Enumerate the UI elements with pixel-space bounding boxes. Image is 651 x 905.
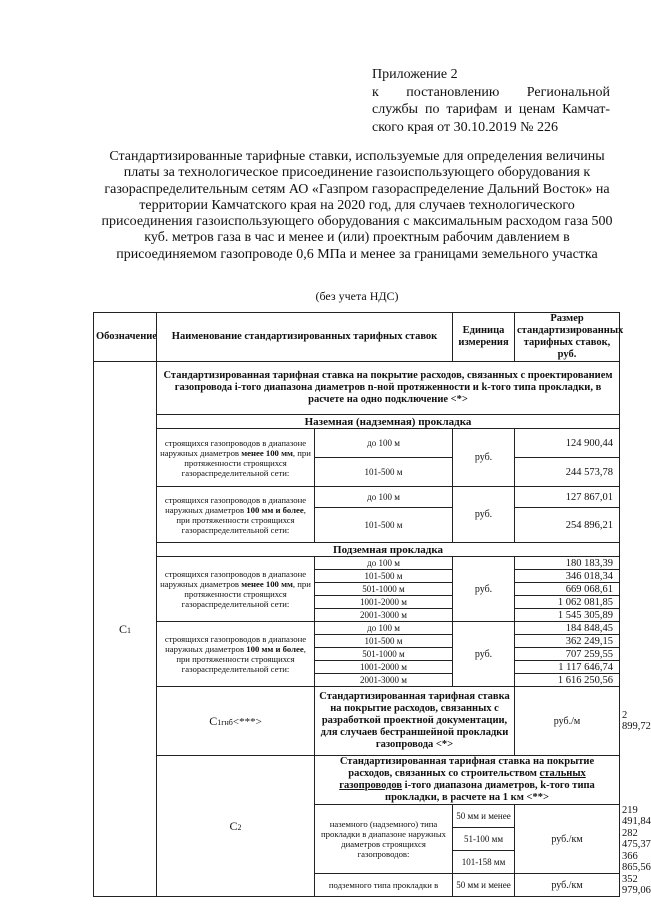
appendix-line-4: ского края от 30.10.2019 № 226 [372, 119, 558, 135]
table-row: подземного типа прокладки в 50 мм и менее руб./км 352 979,06 [94, 874, 620, 897]
range-cell: до 100 м [315, 557, 453, 570]
c1-above-g2-desc: строящихся газопроводов в диапазоне наружных диаметров 100 мм и более, при протяженности строящихся газораспределительной сети: [157, 487, 315, 543]
c2-g2-desc: подземного типа прокладки в [315, 874, 453, 897]
value-cell: 346 018,34 [515, 570, 620, 583]
appendix-note [372, 66, 610, 136]
unit-cell: руб. [453, 487, 515, 543]
c2-title-row [94, 756, 620, 805]
header-unit: Единица измерения [453, 313, 515, 362]
range-cell: 101-500 м [315, 570, 453, 583]
value-cell: 1 545 305,89 [515, 609, 620, 622]
c2-code: C2 [157, 756, 315, 897]
header-code: Обозначение [94, 313, 157, 362]
unit-cell: руб./км [515, 805, 620, 874]
range-cell: 1001-2000 м [315, 661, 453, 674]
value-cell: 180 183,39 [515, 557, 620, 570]
range-cell: 101-500 м [315, 635, 453, 648]
appendix-line-2: к постановлению Региональной [372, 84, 610, 100]
appendix-line-1: Приложение 2 [372, 67, 458, 82]
appendix-line-3: службы по тарифам и ценам Камчат- [372, 102, 610, 117]
table-header-row [94, 313, 620, 362]
value-cell: 124 900,44 [515, 429, 620, 458]
value-cell: 127 867,01 [515, 487, 620, 508]
unit-cell: руб. [453, 557, 515, 622]
c1gnb-title: Стандартизированная тарифная ставка на покрытие расходов, связанных с разработкой проектной документации, для случаев бестраншейной прокладки газопровода <*> [315, 687, 515, 756]
unit-cell: руб. [453, 429, 515, 487]
c1-under-g1-desc: строящихся газопроводов в диапазоне наружных диаметров менее 100 мм, при протяженности строящихся газораспределительной сети: [157, 557, 315, 622]
range-cell: 101-158 мм [453, 851, 515, 874]
document-title: Стандартизированные тарифные ставки, используемые для определения величины платы за технологическое присоединение газоиспользующего оборудования к газораспределительным сетям АО «Газпром газораспределение Дальний Восток» на территории Камчатского края на 2020 год, для случаев технологического присоединения газоиспользующего оборудования с максимальным расходом газа 500 куб. метров газа в час и менее и (или) проектным рабочим давлением в присоединяемом газопроводе 0,6 МПа и менее за границами земельного участка [101, 149, 613, 262]
value-cell: 244 573,78 [515, 458, 620, 487]
range-cell: 501-1000 м [315, 583, 453, 596]
unit-cell: руб./км [515, 874, 620, 897]
c1gnb-unit: руб./м [515, 687, 620, 756]
table-row [94, 487, 620, 508]
header-value: Размер стандартизированных тарифных ставок, руб. [515, 313, 620, 362]
c1-under-title: Подземная прокладка [157, 543, 620, 557]
c1-above-g1-desc: строящихся газопроводов в диапазоне наружных диаметров менее 100 мм, при протяженности строящихся газораспределительной сети: [157, 429, 315, 487]
range-cell: 2001-3000 м [315, 609, 453, 622]
range-cell: 101-500 м [315, 508, 453, 543]
c1gnb-row: C1гнб<***> Стандартизированная тарифная ставка на покрытие расходов, связанных с разработкой проектной документации, для случаев бестраншейной прокладки газопровода <*> руб./м 2 899,72 [94, 687, 620, 756]
range-cell: до 100 м [315, 429, 453, 458]
range-cell: 101-500 м [315, 458, 453, 487]
range-cell: 501-1000 м [315, 648, 453, 661]
range-cell: 50 мм и менее [453, 805, 515, 828]
c1-title-row [94, 362, 620, 415]
c1-under-g2-desc: строящихся газопроводов в диапазоне наружных диаметров 100 мм и более, при протяженности строящихся газораспределительной сети: [157, 622, 315, 687]
range-cell: 1001-2000 м [315, 596, 453, 609]
table-row: 101-158 мм 366 865,56 [94, 851, 620, 874]
unit-cell: руб. [453, 622, 515, 687]
c2-title: Стандартизированная тарифная ставка на покрытие расходов, связанных со строительством стальных газопроводов i-того диапазона диаметров, k-того типа прокладки, в расчете на 1 км <**> [315, 756, 620, 805]
table-row [94, 557, 620, 570]
c1-title: Стандартизированная тарифная ставка на покрытие расходов, связанных с проектированием газопровода i-того диапазона диаметров n-ной протяженности и k-того типа прокладки, в расчете на одно подключение <*> [157, 362, 620, 415]
c1gnb-code: C1гнб<***> [157, 687, 315, 756]
table-row [94, 429, 620, 458]
table-row: наземного (надземного) типа прокладки в диапазоне наружных диаметров строящихся газопроводов: 50 мм и менее руб./км 219 491,84 [94, 805, 620, 828]
value-cell: 669 068,61 [515, 583, 620, 596]
value-cell: 1 062 081,85 [515, 596, 620, 609]
value-cell: 1 117 646,74 [515, 661, 620, 674]
range-cell: 51-100 мм [453, 828, 515, 851]
tariff-table [93, 312, 651, 897]
document-subtitle: (без учета НДС) [315, 289, 399, 303]
range-cell: 2001-3000 м [315, 674, 453, 687]
table-row [94, 622, 620, 635]
table-row: 51-100 мм 282 475,37 [94, 828, 620, 851]
header-name: Наименование стандартизированных тарифных ставок [157, 313, 453, 362]
range-cell: до 100 м [315, 487, 453, 508]
range-cell: до 100 м [315, 622, 453, 635]
value-cell: 254 896,21 [515, 508, 620, 543]
c1-code: C1 [94, 362, 157, 897]
c1-above-title: Наземная (надземная) прокладка [157, 415, 620, 429]
value-cell: 184 848,45 [515, 622, 620, 635]
range-cell: 50 мм и менее [453, 874, 515, 897]
c2-g1-desc: наземного (надземного) типа прокладки в диапазоне наружных диаметров строящихся газопроводов: [315, 805, 453, 874]
value-cell: 362 249,15 [515, 635, 620, 648]
value-cell: 707 259,55 [515, 648, 620, 661]
value-cell: 1 616 250,56 [515, 674, 620, 687]
